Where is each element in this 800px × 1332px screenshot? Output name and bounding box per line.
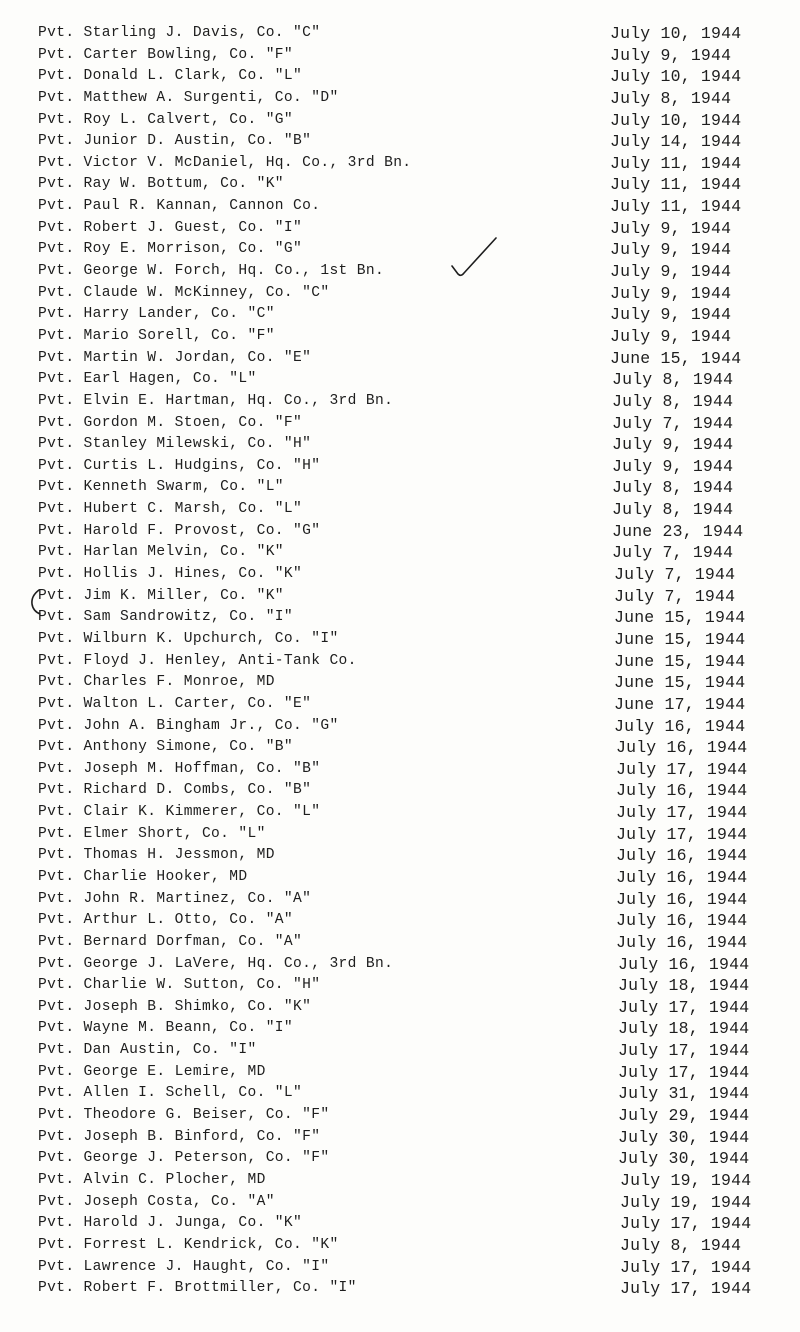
record-date: July 17, 1944: [620, 1279, 752, 1299]
record-date: July 10, 1944: [610, 24, 742, 43]
record-date: July 9, 1944: [610, 218, 732, 238]
record-date: July 19, 1944: [620, 1192, 752, 1212]
soldier-name: Pvt. George J. LaVere, Hq. Co., 3rd Bn.: [38, 955, 394, 972]
soldier-name: Pvt. Allen I. Schell, Co. "L": [38, 1085, 303, 1102]
roster-row: [38, 521, 768, 543]
roster-row: [38, 607, 768, 629]
soldier-name: Pvt. Matthew A. Surgenti, Co. "D": [38, 89, 339, 106]
roster-row: [38, 153, 768, 175]
record-date: July 10, 1944: [610, 110, 742, 130]
soldier-name: Pvt. Alvin C. Plocher, MD: [38, 1171, 266, 1188]
roster-row: [38, 629, 768, 651]
roster-row: [38, 1278, 768, 1300]
soldier-name: Pvt. Walton L. Carter, Co. "E": [38, 695, 312, 712]
soldier-name: Pvt. Mario Sorell, Co. "F": [38, 327, 275, 344]
soldier-name: Pvt. Forrest L. Kendrick, Co. "K": [38, 1236, 339, 1253]
roster-row: [38, 477, 768, 499]
roster-row: [38, 1083, 768, 1105]
soldier-name: Pvt. Floyd J. Henley, Anti-Tank Co.: [38, 652, 357, 669]
roster-row: [38, 542, 768, 564]
record-date: July 11, 1944: [610, 153, 742, 173]
record-date: July 7, 1944: [612, 413, 734, 433]
soldier-name: Pvt. Lawrence J. Haught, Co. "I": [38, 1258, 330, 1275]
roster-row: [38, 456, 768, 478]
roster-row: [38, 1105, 768, 1127]
soldier-name: Pvt. Victor V. McDaniel, Hq. Co., 3rd Bn.: [38, 154, 412, 171]
roster-row: [38, 780, 768, 802]
roster-row: [38, 369, 768, 391]
soldier-name: Pvt. Anthony Simone, Co. "B": [38, 739, 294, 756]
soldier-name: Pvt. Joseph Costa, Co. "A": [38, 1193, 275, 1210]
record-date: July 11, 1944: [610, 175, 742, 195]
record-date: July 16, 1944: [616, 911, 748, 931]
soldier-name: Pvt. Arthur L. Otto, Co. "A": [38, 912, 294, 929]
record-date: July 17, 1944: [618, 1041, 750, 1061]
handwritten-check-icon: [450, 236, 498, 278]
record-date: July 11, 1944: [610, 197, 742, 217]
roster-row: [38, 413, 768, 435]
record-date: July 14, 1944: [610, 132, 742, 152]
roster-row: [38, 23, 768, 45]
soldier-name: Pvt. Wilburn K. Upchurch, Co. "I": [38, 630, 339, 647]
soldier-name: Pvt. Jim K. Miller, Co. "K": [38, 587, 284, 604]
roster-row: [38, 586, 768, 608]
soldier-name: Pvt. Earl Hagen, Co. "L": [38, 371, 257, 388]
roster-row: [38, 694, 768, 716]
soldier-name: Pvt. Martin W. Jordan, Co. "E": [38, 349, 312, 366]
soldier-name: Pvt. Elvin E. Hartman, Hq. Co., 3rd Bn.: [38, 392, 394, 409]
roster-row: [38, 434, 768, 456]
record-date: July 16, 1944: [614, 716, 746, 736]
roster-row: [38, 88, 768, 110]
soldier-name: Pvt. Junior D. Austin, Co. "B": [38, 133, 312, 150]
soldier-name: Pvt. Paul R. Kannan, Cannon Co.: [38, 198, 321, 215]
soldier-name: Pvt. Joseph B. Binford, Co. "F": [38, 1128, 321, 1145]
roster-row: [38, 499, 768, 521]
record-date: July 31, 1944: [618, 1084, 750, 1104]
roster-row: [38, 239, 768, 261]
record-date: June 23, 1944: [612, 521, 744, 541]
soldier-name: Pvt. Thomas H. Jessmon, MD: [38, 847, 275, 864]
soldier-name: Pvt. Roy L. Calvert, Co. "G": [38, 111, 294, 128]
record-date: July 17, 1944: [616, 824, 748, 844]
soldier-name: Pvt. Harry Lander, Co. "C": [38, 306, 275, 323]
roster-row: [38, 932, 768, 954]
record-date: June 15, 1944: [614, 629, 746, 649]
roster-row: [38, 261, 768, 283]
record-date: July 18, 1944: [618, 1019, 750, 1039]
soldier-name: Pvt. Clair K. Kimmerer, Co. "L": [38, 804, 321, 821]
roster-row: [38, 110, 768, 132]
roster-row: [38, 824, 768, 846]
roster-row: [38, 759, 768, 781]
record-date: July 9, 1944: [610, 326, 732, 346]
soldier-name: Pvt. Donald L. Clark, Co. "L": [38, 68, 303, 85]
roster-row: [38, 1040, 768, 1062]
soldier-name: Pvt. George E. Lemire, MD: [38, 1063, 266, 1080]
record-date: July 17, 1944: [618, 1062, 750, 1082]
roster-row: [38, 651, 768, 673]
soldier-name: Pvt. Carter Bowling, Co. "F": [38, 46, 294, 63]
roster-row: [38, 348, 768, 370]
record-date: July 17, 1944: [620, 1214, 752, 1234]
soldier-name: Pvt. Harold J. Junga, Co. "K": [38, 1215, 303, 1232]
record-date: July 8, 1944: [620, 1235, 742, 1255]
roster-row: [38, 1257, 768, 1279]
record-date: July 30, 1944: [618, 1149, 750, 1169]
soldier-name: Pvt. Bernard Dorfman, Co. "A": [38, 933, 303, 950]
roster-row: [38, 997, 768, 1019]
roster-row: [38, 1192, 768, 1214]
record-date: July 30, 1944: [618, 1127, 750, 1147]
soldier-name: Pvt. Hollis J. Hines, Co. "K": [38, 566, 303, 583]
soldier-name: Pvt. Stanley Milewski, Co. "H": [38, 436, 312, 453]
record-date: July 7, 1944: [614, 586, 736, 606]
record-date: July 8, 1944: [612, 500, 734, 520]
roster-row: [38, 975, 768, 997]
record-date: July 16, 1944: [616, 846, 748, 866]
soldier-name: Pvt. Elmer Short, Co. "L": [38, 825, 266, 842]
record-date: June 15, 1944: [614, 673, 746, 693]
roster-row: [38, 1127, 768, 1149]
record-date: July 16, 1944: [618, 954, 750, 974]
record-date: July 16, 1944: [616, 867, 748, 887]
soldier-name: Pvt. Robert F. Brottmiller, Co. "I": [38, 1280, 357, 1297]
record-date: July 9, 1944: [612, 456, 734, 476]
roster-row: [38, 1213, 768, 1235]
roster-row: [38, 196, 768, 218]
soldier-name: Pvt. Hubert C. Marsh, Co. "L": [38, 501, 303, 518]
roster-row: [38, 716, 768, 738]
roster-row: [38, 45, 768, 67]
record-date: June 15, 1944: [610, 348, 742, 368]
soldier-name: Pvt. Curtis L. Hudgins, Co. "H": [38, 457, 321, 474]
record-date: July 9, 1944: [610, 305, 732, 325]
roster-row: [38, 66, 768, 88]
soldier-name: Pvt. John R. Martinez, Co. "A": [38, 890, 312, 907]
soldier-name: Pvt. Theodore G. Beiser, Co. "F": [38, 1107, 330, 1124]
soldier-name: Pvt. Charlie Hooker, MD: [38, 868, 248, 885]
soldier-name: Pvt. George J. Peterson, Co. "F": [38, 1150, 330, 1167]
soldier-name: Pvt. Dan Austin, Co. "I": [38, 1042, 257, 1059]
soldier-name: Pvt. Claude W. McKinney, Co. "C": [38, 284, 330, 301]
soldier-name: Pvt. Sam Sandrowitz, Co. "I": [38, 609, 294, 626]
soldier-name: Pvt. Gordon M. Stoen, Co. "F": [38, 414, 303, 431]
roster-row: [38, 910, 768, 932]
soldier-name: Pvt. Joseph B. Shimko, Co. "K": [38, 998, 312, 1015]
roster-row: [38, 1235, 768, 1257]
soldier-name: Pvt. Harold F. Provost, Co. "G": [38, 522, 321, 539]
roster-row: [38, 283, 768, 305]
soldier-name: Pvt. Richard D. Combs, Co. "B": [38, 782, 312, 799]
soldier-name: Pvt. Wayne M. Beann, Co. "I": [38, 1020, 294, 1037]
record-date: July 8, 1944: [612, 478, 734, 498]
record-date: June 15, 1944: [614, 608, 746, 628]
record-date: June 15, 1944: [614, 651, 746, 671]
soldier-name: Pvt. Robert J. Guest, Co. "I": [38, 219, 303, 236]
roster-row: [38, 889, 768, 911]
record-date: July 19, 1944: [620, 1170, 752, 1190]
record-date: July 9, 1944: [612, 435, 734, 455]
record-date: July 17, 1944: [616, 803, 748, 823]
record-date: July 16, 1944: [616, 889, 748, 909]
soldier-name: Pvt. Charles F. Monroe, MD: [38, 674, 275, 691]
record-date: July 17, 1944: [618, 997, 750, 1017]
soldier-name: Pvt. Roy E. Morrison, Co. "G": [38, 241, 303, 258]
soldier-name: Pvt. George W. Forch, Hq. Co., 1st Bn.: [38, 263, 385, 280]
record-date: July 8, 1944: [612, 370, 734, 390]
soldier-name: Pvt. Starling J. Davis, Co. "C": [38, 25, 321, 41]
record-date: July 17, 1944: [620, 1257, 752, 1277]
roster-row: [38, 1018, 768, 1040]
record-date: July 16, 1944: [616, 932, 748, 952]
roster-row: [38, 845, 768, 867]
record-date: July 9, 1944: [610, 240, 732, 260]
soldier-name: Pvt. Joseph M. Hoffman, Co. "B": [38, 760, 321, 777]
roster-row: [38, 1170, 768, 1192]
record-date: July 29, 1944: [618, 1106, 750, 1126]
roster-row: [38, 564, 768, 586]
roster-row: [38, 391, 768, 413]
record-date: July 7, 1944: [614, 565, 736, 585]
soldier-name: Pvt. Ray W. Bottum, Co. "K": [38, 176, 284, 193]
record-date: July 9, 1944: [610, 45, 732, 65]
roster-row: [38, 131, 768, 153]
record-date: July 8, 1944: [612, 391, 734, 411]
record-date: July 17, 1944: [616, 759, 748, 779]
record-date: July 16, 1944: [616, 781, 748, 801]
roster-row: [38, 174, 768, 196]
roster-row: [38, 954, 768, 976]
roster-row: [38, 672, 768, 694]
record-date: July 9, 1944: [610, 283, 732, 303]
record-date: July 16, 1944: [616, 738, 748, 758]
roster-row: [38, 1062, 768, 1084]
record-date: June 17, 1944: [614, 694, 746, 714]
record-date: July 8, 1944: [610, 88, 732, 108]
roster-row: [38, 304, 768, 326]
soldier-name: Pvt. Harlan Melvin, Co. "K": [38, 544, 284, 561]
roster-row: [38, 867, 768, 889]
record-date: July 7, 1944: [612, 543, 734, 563]
record-date: July 10, 1944: [610, 67, 742, 87]
soldier-name: Pvt. Charlie W. Sutton, Co. "H": [38, 977, 321, 994]
roster-row: [38, 1148, 768, 1170]
record-date: July 18, 1944: [618, 976, 750, 996]
roster-row: [38, 326, 768, 348]
record-date: July 9, 1944: [610, 262, 732, 282]
soldier-name: Pvt. John A. Bingham Jr., Co. "G": [38, 717, 339, 734]
handwritten-bracket-icon: [28, 588, 42, 616]
roster-row: [38, 218, 768, 240]
roster-list: [38, 23, 768, 1300]
roster-row: [38, 802, 768, 824]
soldier-name: Pvt. Kenneth Swarm, Co. "L": [38, 479, 284, 496]
roster-row: [38, 737, 768, 759]
